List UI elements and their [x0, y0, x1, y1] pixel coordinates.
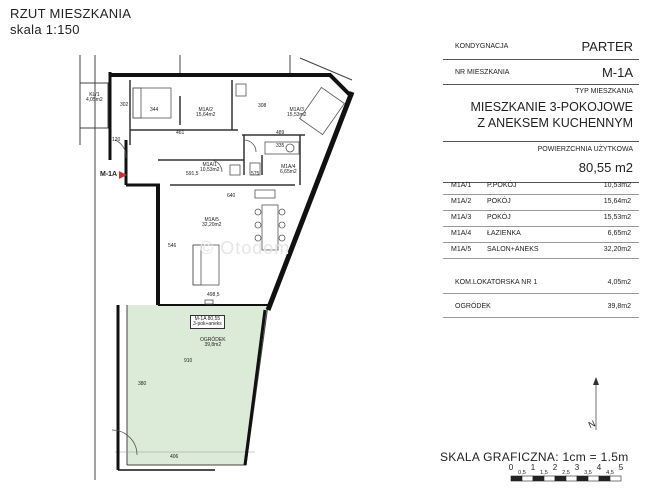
svg-text:N: N	[586, 418, 597, 431]
dim-3: 591,5	[186, 171, 199, 177]
scale-title: SKALA GRAFICZNA: 1cm = 1.5m	[440, 450, 629, 464]
dim-14: 344	[150, 107, 159, 113]
room-id: M1A/5	[451, 246, 472, 253]
room-2-label: M1A/3 15,53m2	[287, 107, 307, 118]
dim-8: 498,5	[207, 292, 220, 298]
room-row	[443, 242, 639, 259]
typ-line-1: MIESZKANIE 3-POKOJOWE	[470, 100, 633, 114]
scale-segment	[522, 476, 533, 481]
extra-name: KOM.LOKATORSKA NR 1	[455, 279, 538, 286]
dim-7: 546	[168, 243, 177, 249]
scale-bar	[505, 462, 645, 486]
scale-tick-label: 1	[530, 463, 536, 472]
room-name: ŁAZIENKA	[487, 230, 521, 237]
unit-tag: M-1A	[100, 171, 118, 178]
kondygnacja-value: PARTER	[581, 39, 633, 54]
room-area: 6,65m2	[607, 230, 631, 237]
dim-15: 308	[258, 103, 267, 109]
nr-value: M-1A	[601, 65, 633, 80]
room-area: 10,53m2	[603, 182, 631, 189]
extra-name: OGRÓDEK	[455, 303, 491, 310]
scale-segment	[511, 476, 522, 481]
scale-tick-label: 2,5	[562, 470, 570, 476]
room-row	[443, 178, 639, 195]
room-4-label: M1A/4 6,65m2	[280, 164, 297, 175]
scale-segment	[610, 476, 621, 481]
scale-tick-label: 1,5	[540, 470, 548, 476]
extra-area: 39,8m2	[607, 303, 631, 310]
dim-12: 120	[112, 137, 121, 143]
dim-2: 489	[276, 130, 285, 136]
extra-area: 4,05m2	[607, 279, 631, 286]
page-scale: skala 1:150	[10, 22, 80, 37]
room-kl: KL/1 4,05m2	[86, 92, 103, 103]
scale-segment	[588, 476, 599, 481]
extra-row	[443, 275, 639, 294]
dim-11: 380	[138, 381, 147, 387]
room-id: M1A/1	[451, 182, 472, 189]
scale-tick-label: 4	[596, 463, 602, 472]
scale-tick-label: 5	[618, 463, 624, 472]
typ-label: TYP MIESZKANIA	[575, 88, 633, 95]
dim-5: 640	[227, 193, 236, 199]
room-name: P.POKÓJ	[487, 182, 517, 189]
dim-4: 335	[276, 143, 285, 149]
garden-label: OGRÓDEK 39,8m2	[200, 337, 226, 348]
room-5-label: M1A/5 32,20m2	[202, 217, 222, 228]
scale-segment	[577, 476, 588, 481]
nr-label: NR MIESZKANIA	[455, 69, 510, 76]
north-arrow-icon	[587, 377, 599, 430]
room-name: POKÓJ	[487, 214, 511, 221]
dim-9: 910	[184, 358, 193, 364]
room-row	[443, 226, 639, 243]
scale-tick-label: 2	[552, 463, 558, 472]
dim-6: 575	[251, 171, 260, 177]
watermark: © Otodom	[200, 238, 291, 258]
room-id: M1A/3	[451, 214, 472, 221]
room-area: 15,64m2	[603, 198, 631, 205]
typ-line-2: Z ANEKSEM KUCHENNYM	[477, 116, 633, 130]
room-3-label: M1A/1 10,53m2	[200, 162, 220, 173]
room-row	[443, 210, 639, 227]
scale-segment	[555, 476, 566, 481]
scale-tick-label: 0	[508, 463, 514, 472]
scale-segment	[566, 476, 577, 481]
pow-value: 80,55 m2	[578, 160, 633, 175]
room-name: POKÓJ	[487, 198, 511, 205]
room-area: 15,53m2	[603, 214, 631, 221]
extra-row	[443, 299, 639, 318]
scale-tick-label: 4,5	[606, 470, 614, 476]
room-name: SALON+ANEKS	[487, 246, 539, 253]
pow-label: POWIERZCHNIA UŻYTKOWA	[537, 146, 633, 153]
kondygnacja-label: KONDYGNACJA	[455, 43, 509, 50]
scale-segment	[599, 476, 610, 481]
scale-tick-label: 3,5	[584, 470, 592, 476]
page-title: RZUT MIESZKANIA	[10, 6, 132, 21]
room-id: M1A/4	[451, 230, 472, 237]
scale-tick-label: 0,5	[518, 470, 526, 476]
scale-tick-label: 3	[574, 463, 580, 472]
dim-1: 461	[176, 130, 185, 136]
scale-segment	[544, 476, 555, 481]
room-id: M1A/2	[451, 198, 472, 205]
room-row	[443, 194, 639, 211]
dim-10: 406	[170, 454, 179, 460]
room-1-label: M1A/2 15,64m2	[196, 107, 216, 118]
garden-tag: M-1A 80,55 3-pok+aneks	[190, 315, 225, 329]
scale-segment	[533, 476, 544, 481]
room-area: 32,20m2	[603, 246, 631, 253]
dim-13: 302	[120, 102, 129, 108]
